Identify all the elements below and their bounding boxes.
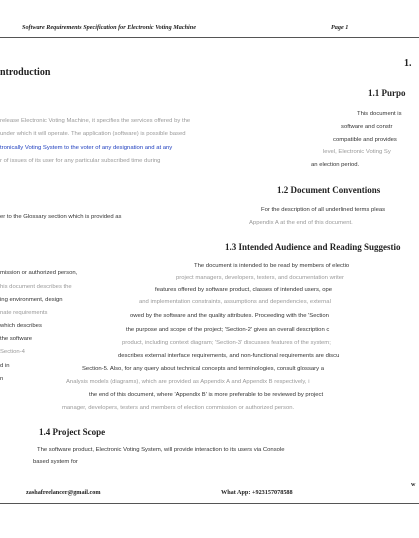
purpose-heading: 1.1 Purpo [368,88,406,98]
conventions-heading: 1.2 Document Conventions [277,185,381,195]
audience-line11: the end of this document, where 'Appendix B' is more preferable to be reviewed by project [89,392,324,398]
right-corner-number: 1. [404,58,412,69]
footer-phone: What App: +923157078588 [221,489,293,496]
left-p2: er to the Glossary section which is provided as [0,214,122,220]
left-p1-line1 [0,118,190,124]
left-p3-line4: nate requirements [0,310,48,316]
audience-line2: project managers, developers, testers, and documentation writer [176,275,344,281]
purpose-line1: This document is [357,111,402,117]
footer-corner: w [411,481,416,488]
left-p1-line3: tronically Voting System to the voter of any designation and at any [0,145,173,151]
introduction-heading: ntroduction [0,67,51,78]
audience-line1: The document is intended to be read by members of electio [194,263,350,269]
audience-heading: 1.3 Intended Audience and Reading Suggestio [225,242,401,252]
left-p1-line2: under which it will operate. The application (software) is possible based [0,131,186,137]
left-p1-line4: r of issues of its user for any particular subscribed time during [0,158,161,164]
audience-line9: Section-5. Also, for any query about technical concepts and terminologies, consult glossary a [82,366,324,372]
footer-divider [0,503,419,504]
purpose-line5: an election period. [311,162,360,168]
purpose-line3: compatible and provides [333,137,397,143]
left-p3-line1: mission or authorized person, [0,270,78,276]
left-p3-line5: which describes [0,323,42,329]
audience-line7: product, including context diagram; 'Section-3' discusses features of the system; [122,340,331,346]
audience-line5: owed by the software and the quality attributes. Proceeding with the 'Section [130,313,329,319]
footer-email: zashafreelancer@gmail.com [26,489,101,496]
left-p3-line3: ing environment, design [0,297,63,303]
purpose-line4: level, Electronic Voting Sy [323,149,391,155]
left-p3-line8: d in [0,363,10,369]
conventions-line1: For the description of all underlined terms pleas [261,207,386,213]
header-divider [0,37,419,38]
conventions-line2: Appendix A at the end of this document. [249,220,353,226]
scope-line1: The software product, Electronic Voting System, will provide interaction to its users via Console [37,447,285,453]
header-title: Software Requirements Specification for Electronic Voting Machine [22,24,196,31]
page-number: Page 1 [331,24,349,31]
scope-line2: based system for [33,459,78,465]
audience-line12: manager, developers, testers and members of election commission or authorized person. [62,405,295,411]
left-p1-line1-text: release Electronic Voting Machine, it specifies the services offered by the [0,118,191,124]
audience-line8: describes external interface requirements, and non-functional requirements are discu [118,353,340,359]
audience-line3: features offered by software product, classes of intended users, ope [155,287,333,293]
audience-line6: the purpose and scope of the project; 'Section-2' gives an overall description c [126,327,330,333]
left-p3-line2: his document describes the [0,284,72,290]
purpose-line2: software and constr [341,124,393,130]
scope-heading: 1.4 Project Scope [39,427,106,437]
left-p3-line6: the software [0,336,33,342]
audience-line4: and implementation constraints, assumptions and dependencies, external [139,299,331,305]
left-p3-line9: n [0,376,4,382]
audience-line10: Analysis models (diagrams), which are provided as Appendix A and Appendix B respectively, i [66,379,310,385]
left-p3-line7: Section-4 [0,349,25,355]
